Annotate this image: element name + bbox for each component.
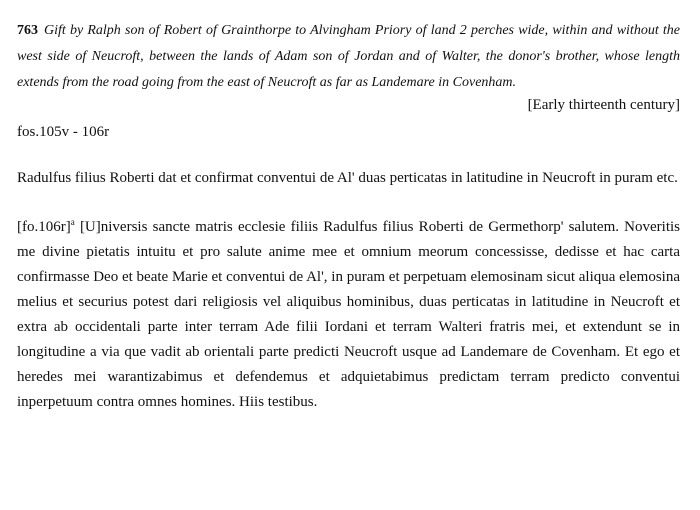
entry-number: 763 bbox=[17, 23, 38, 38]
entry-heading-text: Gift by Ralph son of Robert of Grainthorpe to Alvingham Priory of land 2 perches wide, within and without the west side of Neucroft, between the lands of Adam son of Jordan and of Walter, the donor's brother, whose length extends from the road going from the east of Neucroft as far as Landemare in Covenham. bbox=[17, 23, 680, 90]
footnote-marker: a bbox=[70, 217, 75, 227]
entry-heading bbox=[17, 18, 680, 96]
folio-reference: fos.105v - 106r bbox=[17, 124, 110, 140]
charter-folio-ref: [fo.106r] bbox=[17, 219, 71, 235]
document-page bbox=[17, 18, 680, 415]
charter-body: [U]niversis sancte matris ecclesie filiis Radulfus filius Roberti de Germethorp' salutem. Noveritis me divine pietatis intuitu et pro salute anime mee et omnium meorum concessisse, dedisse et hac carta confirmasse Deo et beate Marie et conventui de Al', in puram et perpetuam elemosinam sicut aliqua elemosina melius et securius potest dari religiosis vel aliquibus hominibus, duas perticatas in latitudine in Neucroft et extra ab occidentali parte inter terram Ade filii Iordani et terram Walteri fratris mei, et extendunt se in longitudine a via que vadit ab orientali parte predicti Neucroft usque ad Landemare de Covenham. Et ego et heredes mei warantizabimus et defendemus et adquietabimus predictam terram predicto conventui inperpetuum contra omnes homines. Hiis testibus. bbox=[17, 219, 681, 410]
charter-text bbox=[17, 215, 680, 415]
entry-date: [Early thirteenth century] bbox=[527, 97, 680, 113]
latin-summary: Radulfus filius Roberti dat et confirmat conventui de Al' duas perticatas in latitudine in Neucroft in puram etc. bbox=[17, 170, 678, 186]
